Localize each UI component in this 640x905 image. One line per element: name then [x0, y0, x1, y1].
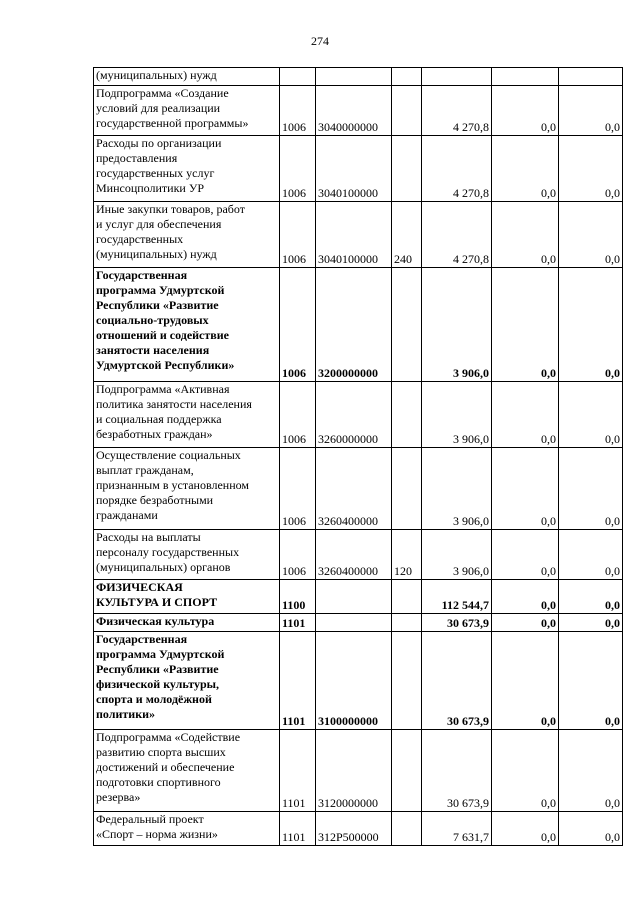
value-3-cell: 0,0: [559, 382, 623, 448]
target-article-cell: 3260400000: [316, 530, 392, 580]
row-name-cell: Осуществление социальных выплат гражданам, признанным в установленном порядке безработными гражданами: [94, 448, 280, 530]
value-3-cell: [559, 68, 623, 86]
table-row: [94, 136, 623, 202]
amount-cell: 30 673,9: [422, 632, 492, 730]
value-3-cell: 0,0: [559, 632, 623, 730]
section-code-cell: 1101: [280, 632, 316, 730]
row-name-cell: Подпрограмма «Создание условий для реализации государственной программы»: [94, 86, 280, 136]
target-article-cell: 3040100000: [316, 202, 392, 268]
expense-type-cell: [392, 68, 422, 86]
expense-type-cell: 240: [392, 202, 422, 268]
value-2-cell: 0,0: [492, 382, 559, 448]
expense-type-cell: [392, 86, 422, 136]
expense-type-cell: [392, 448, 422, 530]
table-row: [94, 614, 623, 632]
value-2-cell: 0,0: [492, 448, 559, 530]
table-row: [94, 268, 623, 382]
table-row: [94, 580, 623, 614]
section-code-cell: 1101: [280, 812, 316, 846]
value-3-cell: 0,0: [559, 268, 623, 382]
table-row: [94, 812, 623, 846]
row-name-cell: ФИЗИЧЕСКАЯ КУЛЬТУРА И СПОРТ: [94, 580, 280, 614]
page-number: 274: [311, 34, 329, 48]
amount-cell: 4 270,8: [422, 202, 492, 268]
value-2-cell: 0,0: [492, 730, 559, 812]
amount-cell: 30 673,9: [422, 730, 492, 812]
amount-cell: [422, 68, 492, 86]
target-article-cell: 3260000000: [316, 382, 392, 448]
table-row: [94, 382, 623, 448]
value-3-cell: 0,0: [559, 202, 623, 268]
target-article-cell: 312P500000: [316, 812, 392, 846]
target-article-cell: 3040000000: [316, 86, 392, 136]
row-name-cell: Федеральный проект «Спорт – норма жизни»: [94, 812, 280, 846]
value-3-cell: 0,0: [559, 614, 623, 632]
value-3-cell: 0,0: [559, 580, 623, 614]
row-name-cell: Подпрограмма «Активная политика занятости населения и социальная поддержка безработных граждан»: [94, 382, 280, 448]
amount-cell: 30 673,9: [422, 614, 492, 632]
section-code-cell: 1006: [280, 268, 316, 382]
expense-type-cell: 120: [392, 530, 422, 580]
value-2-cell: 0,0: [492, 530, 559, 580]
section-code-cell: [280, 68, 316, 86]
section-code-cell: 1101: [280, 614, 316, 632]
expense-type-cell: [392, 730, 422, 812]
amount-cell: 3 906,0: [422, 382, 492, 448]
expense-type-cell: [392, 632, 422, 730]
table-row: [94, 448, 623, 530]
value-2-cell: 0,0: [492, 812, 559, 846]
amount-cell: 3 906,0: [422, 448, 492, 530]
value-3-cell: 0,0: [559, 448, 623, 530]
value-2-cell: 0,0: [492, 202, 559, 268]
section-code-cell: 1006: [280, 136, 316, 202]
value-3-cell: 0,0: [559, 86, 623, 136]
value-2-cell: 0,0: [492, 86, 559, 136]
table-row: [94, 530, 623, 580]
table-row: [94, 730, 623, 812]
expense-type-cell: [392, 580, 422, 614]
table-body: [94, 68, 623, 846]
section-code-cell: 1100: [280, 580, 316, 614]
budget-table: [93, 67, 623, 846]
value-3-cell: 0,0: [559, 530, 623, 580]
value-3-cell: 0,0: [559, 730, 623, 812]
section-code-cell: 1006: [280, 86, 316, 136]
value-2-cell: 0,0: [492, 580, 559, 614]
target-article-cell: [316, 68, 392, 86]
section-code-cell: 1006: [280, 530, 316, 580]
row-name-cell: Расходы по организации предоставления государственных услуг Минсоцполитики УР: [94, 136, 280, 202]
value-2-cell: 0,0: [492, 614, 559, 632]
amount-cell: 3 906,0: [422, 530, 492, 580]
row-name-cell: Государственная программа Удмуртской Республики «Развитие социально-трудовых отношений и содействие занятости населения Удмуртской Республики»: [94, 268, 280, 382]
value-2-cell: [492, 68, 559, 86]
value-3-cell: 0,0: [559, 812, 623, 846]
target-article-cell: [316, 580, 392, 614]
value-2-cell: 0,0: [492, 268, 559, 382]
expense-type-cell: [392, 812, 422, 846]
section-code-cell: 1006: [280, 448, 316, 530]
target-article-cell: 3120000000: [316, 730, 392, 812]
row-name-cell: (муниципальных) нужд: [94, 68, 280, 86]
amount-cell: 3 906,0: [422, 268, 492, 382]
table-row: [94, 86, 623, 136]
value-2-cell: 0,0: [492, 632, 559, 730]
target-article-cell: 3040100000: [316, 136, 392, 202]
table-row: [94, 202, 623, 268]
row-name-cell: Иные закупки товаров, работ и услуг для обеспечения государственных (муниципальных) нужд: [94, 202, 280, 268]
value-3-cell: 0,0: [559, 136, 623, 202]
target-article-cell: [316, 614, 392, 632]
value-2-cell: 0,0: [492, 136, 559, 202]
row-name-cell: Физическая культура: [94, 614, 280, 632]
amount-cell: 7 631,7: [422, 812, 492, 846]
expense-type-cell: [392, 614, 422, 632]
amount-cell: 112 544,7: [422, 580, 492, 614]
table-row: [94, 632, 623, 730]
expense-type-cell: [392, 382, 422, 448]
section-code-cell: 1006: [280, 202, 316, 268]
amount-cell: 4 270,8: [422, 136, 492, 202]
amount-cell: 4 270,8: [422, 86, 492, 136]
target-article-cell: 3100000000: [316, 632, 392, 730]
row-name-cell: Расходы на выплаты персоналу государственных (муниципальных) органов: [94, 530, 280, 580]
row-name-cell: Подпрограмма «Содействие развитию спорта высших достижений и обеспечение подготовки спортивного резерва»: [94, 730, 280, 812]
expense-type-cell: [392, 268, 422, 382]
row-name-cell: Государственная программа Удмуртской Республики «Развитие физической культуры, спорта и молодёжной политики»: [94, 632, 280, 730]
target-article-cell: 3260400000: [316, 448, 392, 530]
section-code-cell: 1101: [280, 730, 316, 812]
table-row: [94, 68, 623, 86]
section-code-cell: 1006: [280, 382, 316, 448]
expense-type-cell: [392, 136, 422, 202]
target-article-cell: 3200000000: [316, 268, 392, 382]
